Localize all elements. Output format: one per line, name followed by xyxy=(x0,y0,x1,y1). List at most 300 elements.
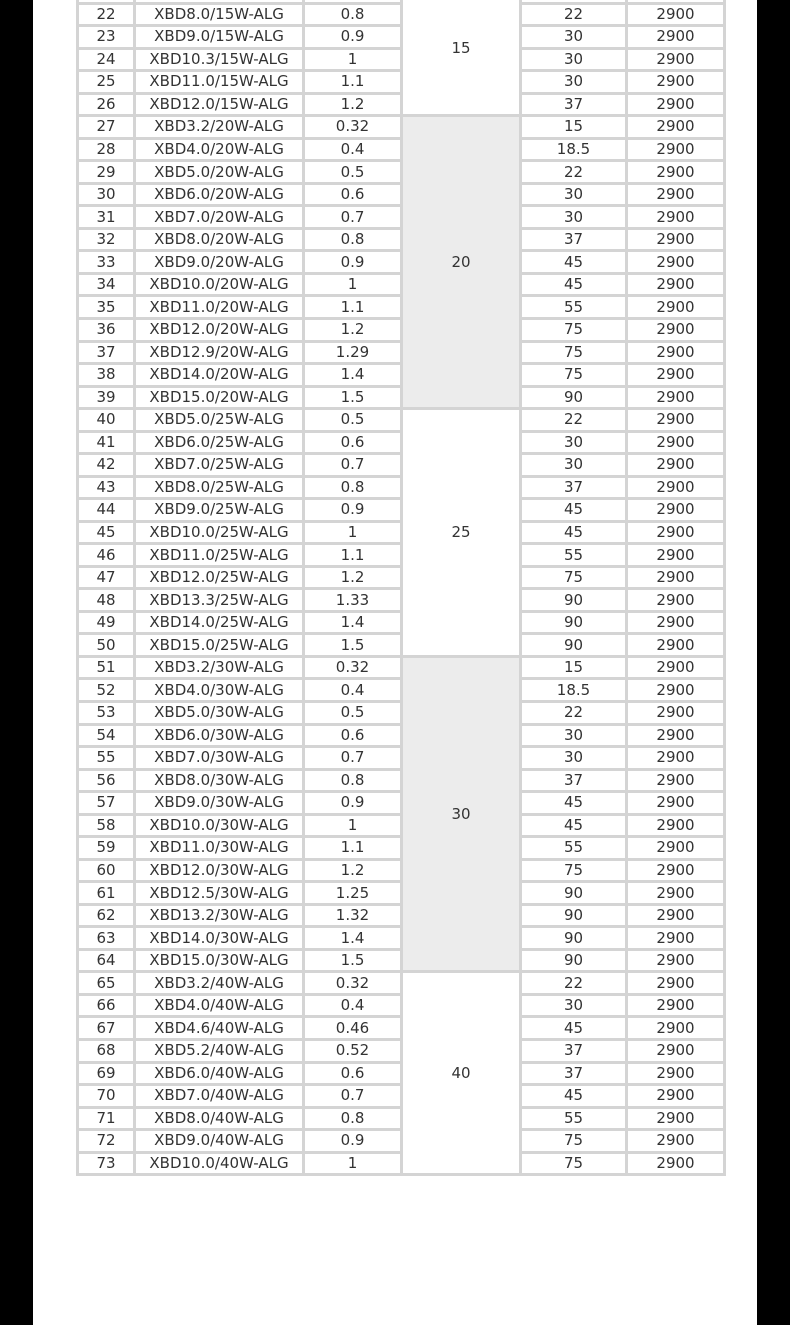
speed-cell: 2900 xyxy=(627,859,725,882)
model-cell: XBD14.0/30W-ALG xyxy=(135,927,304,950)
power-cell: 55 xyxy=(521,296,627,319)
speed-cell: 2900 xyxy=(627,26,725,49)
pressure-cell: 0.8 xyxy=(304,228,402,251)
table-row xyxy=(78,589,725,612)
spec-table-body xyxy=(78,0,725,1175)
model-cell: XBD8.0/40W-ALG xyxy=(135,1107,304,1130)
power-cell: 45 xyxy=(521,251,627,274)
row-number-cell: 72 xyxy=(78,1130,135,1153)
power-cell: 30 xyxy=(521,747,627,770)
power-cell: 45 xyxy=(521,273,627,296)
power-cell: 30 xyxy=(521,454,627,477)
row-number-cell: 42 xyxy=(78,454,135,477)
pressure-cell: 1.2 xyxy=(304,93,402,116)
pressure-cell: 0.9 xyxy=(304,26,402,49)
table-row xyxy=(78,949,725,972)
speed-cell: 2900 xyxy=(627,93,725,116)
table-row xyxy=(78,1085,725,1108)
power-cell: 22 xyxy=(521,702,627,725)
flow-group-cell: 40 xyxy=(402,972,521,1175)
power-cell: 18.5 xyxy=(521,138,627,161)
table-row xyxy=(78,296,725,319)
model-cell: XBD13.3/25W-ALG xyxy=(135,589,304,612)
speed-cell: 2900 xyxy=(627,183,725,206)
speed-cell: 2900 xyxy=(627,521,725,544)
model-cell: XBD6.0/25W-ALG xyxy=(135,431,304,454)
model-cell: XBD10.0/25W-ALG xyxy=(135,521,304,544)
table-row xyxy=(78,1130,725,1153)
power-cell: 55 xyxy=(521,1107,627,1130)
table-row xyxy=(78,544,725,567)
row-number-cell: 66 xyxy=(78,994,135,1017)
speed-cell: 2900 xyxy=(627,499,725,522)
model-cell: XBD11.0/25W-ALG xyxy=(135,544,304,567)
speed-cell: 2900 xyxy=(627,544,725,567)
table-row xyxy=(78,972,725,995)
power-cell: 90 xyxy=(521,904,627,927)
table-row xyxy=(78,566,725,589)
power-cell: 90 xyxy=(521,589,627,612)
power-cell: 30 xyxy=(521,48,627,71)
speed-cell: 2900 xyxy=(627,454,725,477)
power-cell: 90 xyxy=(521,611,627,634)
row-number-cell: 33 xyxy=(78,251,135,274)
row-number-cell: 59 xyxy=(78,837,135,860)
row-number-cell: 48 xyxy=(78,589,135,612)
table-row xyxy=(78,161,725,184)
row-number-cell: 40 xyxy=(78,409,135,432)
row-number-cell: 44 xyxy=(78,499,135,522)
power-cell: 55 xyxy=(521,544,627,567)
model-cell: XBD11.0/15W-ALG xyxy=(135,71,304,94)
table-row xyxy=(78,769,725,792)
model-cell: XBD7.0/30W-ALG xyxy=(135,747,304,770)
document-page xyxy=(33,0,757,1325)
pressure-cell: 1.4 xyxy=(304,927,402,950)
model-cell: XBD10.0/40W-ALG xyxy=(135,1152,304,1175)
power-cell: 22 xyxy=(521,972,627,995)
model-cell: XBD5.0/20W-ALG xyxy=(135,161,304,184)
power-cell: 90 xyxy=(521,386,627,409)
model-cell: XBD4.0/40W-ALG xyxy=(135,994,304,1017)
pressure-cell: 0.9 xyxy=(304,1130,402,1153)
table-row xyxy=(78,228,725,251)
power-cell: 37 xyxy=(521,1062,627,1085)
table-row xyxy=(78,341,725,364)
model-cell: XBD6.0/20W-ALG xyxy=(135,183,304,206)
speed-cell: 2900 xyxy=(627,341,725,364)
speed-cell: 2900 xyxy=(627,724,725,747)
flow-group-cell: 15 xyxy=(402,0,521,116)
table-row xyxy=(78,724,725,747)
model-cell: XBD10.0/30W-ALG xyxy=(135,814,304,837)
power-cell: 30 xyxy=(521,183,627,206)
row-number-cell: 38 xyxy=(78,364,135,387)
pressure-cell: 0.5 xyxy=(304,702,402,725)
power-cell: 75 xyxy=(521,1152,627,1175)
model-cell: XBD15.0/30W-ALG xyxy=(135,949,304,972)
speed-cell: 2900 xyxy=(627,71,725,94)
power-cell: 37 xyxy=(521,228,627,251)
power-cell: 30 xyxy=(521,206,627,229)
row-number-cell: 29 xyxy=(78,161,135,184)
model-cell: XBD8.0/30W-ALG xyxy=(135,769,304,792)
power-cell: 15 xyxy=(521,116,627,139)
speed-cell: 2900 xyxy=(627,882,725,905)
table-row xyxy=(78,476,725,499)
row-number-cell: 36 xyxy=(78,318,135,341)
row-number-cell: 52 xyxy=(78,679,135,702)
table-row xyxy=(78,3,725,26)
speed-cell: 2900 xyxy=(627,589,725,612)
pressure-cell: 1.32 xyxy=(304,904,402,927)
speed-cell: 2900 xyxy=(627,228,725,251)
table-row xyxy=(78,747,725,770)
speed-cell: 2900 xyxy=(627,476,725,499)
table-row xyxy=(78,48,725,71)
pressure-cell: 1.2 xyxy=(304,859,402,882)
power-cell: 30 xyxy=(521,431,627,454)
power-cell: 45 xyxy=(521,1017,627,1040)
model-cell: XBD8.0/25W-ALG xyxy=(135,476,304,499)
pressure-cell: 0.8 xyxy=(304,769,402,792)
model-cell: XBD9.0/30W-ALG xyxy=(135,792,304,815)
power-cell: 37 xyxy=(521,476,627,499)
model-cell: XBD5.0/30W-ALG xyxy=(135,702,304,725)
power-cell: 30 xyxy=(521,994,627,1017)
speed-cell: 2900 xyxy=(627,904,725,927)
speed-cell: 2900 xyxy=(627,318,725,341)
row-number-cell: 50 xyxy=(78,634,135,657)
table-row xyxy=(78,702,725,725)
pressure-cell: 1.1 xyxy=(304,837,402,860)
model-cell: XBD11.0/20W-ALG xyxy=(135,296,304,319)
speed-cell: 2900 xyxy=(627,927,725,950)
power-cell: 55 xyxy=(521,837,627,860)
row-number-cell: 25 xyxy=(78,71,135,94)
pressure-cell: 0.32 xyxy=(304,972,402,995)
pressure-cell: 1.2 xyxy=(304,566,402,589)
power-cell: 45 xyxy=(521,1085,627,1108)
row-number-cell: 63 xyxy=(78,927,135,950)
row-number-cell: 45 xyxy=(78,521,135,544)
pressure-cell: 1.4 xyxy=(304,611,402,634)
table-row xyxy=(78,116,725,139)
speed-cell: 2900 xyxy=(627,611,725,634)
pressure-cell: 0.7 xyxy=(304,206,402,229)
row-number-cell: 58 xyxy=(78,814,135,837)
table-row xyxy=(78,521,725,544)
table-row xyxy=(78,1107,725,1130)
speed-cell: 2900 xyxy=(627,702,725,725)
model-cell: XBD9.0/15W-ALG xyxy=(135,26,304,49)
model-cell: XBD4.0/20W-ALG xyxy=(135,138,304,161)
model-cell: XBD6.0/40W-ALG xyxy=(135,1062,304,1085)
pressure-cell: 0.8 xyxy=(304,3,402,26)
row-number-cell: 68 xyxy=(78,1039,135,1062)
speed-cell: 2900 xyxy=(627,747,725,770)
speed-cell: 2900 xyxy=(627,656,725,679)
row-number-cell: 31 xyxy=(78,206,135,229)
pressure-cell: 0.32 xyxy=(304,656,402,679)
power-cell: 22 xyxy=(521,3,627,26)
row-number-cell: 47 xyxy=(78,566,135,589)
row-number-cell: 70 xyxy=(78,1085,135,1108)
speed-cell: 2900 xyxy=(627,1085,725,1108)
power-cell: 37 xyxy=(521,93,627,116)
power-cell: 45 xyxy=(521,499,627,522)
speed-cell: 2900 xyxy=(627,792,725,815)
table-row xyxy=(78,859,725,882)
row-number-cell: 34 xyxy=(78,273,135,296)
speed-cell: 2900 xyxy=(627,1130,725,1153)
flow-group-cell: 30 xyxy=(402,656,521,971)
pressure-cell: 1 xyxy=(304,48,402,71)
pressure-cell: 1.33 xyxy=(304,589,402,612)
speed-cell: 2900 xyxy=(627,364,725,387)
speed-cell: 2900 xyxy=(627,48,725,71)
model-cell: XBD14.0/25W-ALG xyxy=(135,611,304,634)
pressure-cell: 1 xyxy=(304,814,402,837)
model-cell: XBD4.0/30W-ALG xyxy=(135,679,304,702)
model-cell: XBD12.9/20W-ALG xyxy=(135,341,304,364)
row-number-cell: 57 xyxy=(78,792,135,815)
flow-group-cell: 25 xyxy=(402,409,521,657)
table-row xyxy=(78,206,725,229)
speed-cell: 2900 xyxy=(627,972,725,995)
power-cell: 22 xyxy=(521,409,627,432)
power-cell: 75 xyxy=(521,566,627,589)
speed-cell: 2900 xyxy=(627,566,725,589)
row-number-cell: 62 xyxy=(78,904,135,927)
model-cell: XBD10.3/15W-ALG xyxy=(135,48,304,71)
model-cell: XBD8.0/20W-ALG xyxy=(135,228,304,251)
model-cell: XBD7.0/20W-ALG xyxy=(135,206,304,229)
row-number-cell: 51 xyxy=(78,656,135,679)
model-cell: XBD3.2/40W-ALG xyxy=(135,972,304,995)
row-number-cell: 60 xyxy=(78,859,135,882)
row-number-cell: 67 xyxy=(78,1017,135,1040)
pressure-cell: 1 xyxy=(304,1152,402,1175)
speed-cell: 2900 xyxy=(627,431,725,454)
table-row xyxy=(78,679,725,702)
table-row xyxy=(78,611,725,634)
table-row xyxy=(78,183,725,206)
power-cell: 75 xyxy=(521,341,627,364)
model-cell: XBD12.0/30W-ALG xyxy=(135,859,304,882)
table-row xyxy=(78,409,725,432)
row-number-cell: 43 xyxy=(78,476,135,499)
pressure-cell: 0.6 xyxy=(304,431,402,454)
power-cell: 75 xyxy=(521,1130,627,1153)
table-row xyxy=(78,93,725,116)
pressure-cell: 0.8 xyxy=(304,1107,402,1130)
speed-cell: 2900 xyxy=(627,1107,725,1130)
model-cell: XBD9.0/20W-ALG xyxy=(135,251,304,274)
model-cell: XBD11.0/30W-ALG xyxy=(135,837,304,860)
speed-cell: 2900 xyxy=(627,138,725,161)
model-cell: XBD3.2/30W-ALG xyxy=(135,656,304,679)
model-cell: XBD15.0/20W-ALG xyxy=(135,386,304,409)
row-number-cell: 23 xyxy=(78,26,135,49)
power-cell: 75 xyxy=(521,859,627,882)
row-number-cell: 73 xyxy=(78,1152,135,1175)
row-number-cell: 56 xyxy=(78,769,135,792)
speed-cell: 2900 xyxy=(627,1062,725,1085)
speed-cell: 2900 xyxy=(627,994,725,1017)
model-cell: XBD4.6/40W-ALG xyxy=(135,1017,304,1040)
row-number-cell: 61 xyxy=(78,882,135,905)
speed-cell: 2900 xyxy=(627,814,725,837)
pressure-cell: 0.7 xyxy=(304,1085,402,1108)
pressure-cell: 0.4 xyxy=(304,679,402,702)
pressure-cell: 1.4 xyxy=(304,364,402,387)
pressure-cell: 1.29 xyxy=(304,341,402,364)
pressure-cell: 0.7 xyxy=(304,747,402,770)
pressure-cell: 0.4 xyxy=(304,138,402,161)
model-cell: XBD7.0/40W-ALG xyxy=(135,1085,304,1108)
power-cell: 90 xyxy=(521,882,627,905)
model-cell: XBD12.0/15W-ALG xyxy=(135,93,304,116)
table-row xyxy=(78,273,725,296)
power-cell: 37 xyxy=(521,1039,627,1062)
pressure-cell: 0.5 xyxy=(304,409,402,432)
row-number-cell: 69 xyxy=(78,1062,135,1085)
speed-cell: 2900 xyxy=(627,206,725,229)
model-cell: XBD14.0/20W-ALG xyxy=(135,364,304,387)
pressure-cell: 1.1 xyxy=(304,544,402,567)
speed-cell: 2900 xyxy=(627,409,725,432)
row-number-cell: 54 xyxy=(78,724,135,747)
table-row xyxy=(78,656,725,679)
model-cell: XBD12.5/30W-ALG xyxy=(135,882,304,905)
model-cell: XBD9.0/40W-ALG xyxy=(135,1130,304,1153)
power-cell: 90 xyxy=(521,634,627,657)
speed-cell: 2900 xyxy=(627,1152,725,1175)
power-cell: 90 xyxy=(521,949,627,972)
power-cell: 45 xyxy=(521,814,627,837)
pressure-cell: 1 xyxy=(304,521,402,544)
pressure-cell: 0.8 xyxy=(304,476,402,499)
pressure-cell: 0.4 xyxy=(304,994,402,1017)
power-cell: 45 xyxy=(521,792,627,815)
power-cell: 15 xyxy=(521,656,627,679)
pressure-cell: 0.6 xyxy=(304,1062,402,1085)
row-number-cell: 41 xyxy=(78,431,135,454)
row-number-cell: 65 xyxy=(78,972,135,995)
table-row xyxy=(78,882,725,905)
model-cell: XBD9.0/25W-ALG xyxy=(135,499,304,522)
power-cell: 75 xyxy=(521,364,627,387)
model-cell: XBD5.2/40W-ALG xyxy=(135,1039,304,1062)
pressure-cell: 0.6 xyxy=(304,724,402,747)
table-row xyxy=(78,454,725,477)
speed-cell: 2900 xyxy=(627,161,725,184)
model-cell: XBD7.0/25W-ALG xyxy=(135,454,304,477)
power-cell: 75 xyxy=(521,318,627,341)
speed-cell: 2900 xyxy=(627,273,725,296)
table-row xyxy=(78,26,725,49)
row-number-cell: 28 xyxy=(78,138,135,161)
table-row xyxy=(78,1152,725,1175)
speed-cell: 2900 xyxy=(627,3,725,26)
table-row xyxy=(78,814,725,837)
row-number-cell: 39 xyxy=(78,386,135,409)
table-row xyxy=(78,364,725,387)
pressure-cell: 1.1 xyxy=(304,71,402,94)
pressure-cell: 0.7 xyxy=(304,454,402,477)
speed-cell: 2900 xyxy=(627,1017,725,1040)
row-number-cell: 27 xyxy=(78,116,135,139)
model-cell: XBD3.2/20W-ALG xyxy=(135,116,304,139)
pressure-cell: 1.1 xyxy=(304,296,402,319)
pump-spec-table xyxy=(76,0,726,1176)
model-cell: XBD15.0/25W-ALG xyxy=(135,634,304,657)
table-row xyxy=(78,318,725,341)
table-row xyxy=(78,1017,725,1040)
pressure-cell: 0.6 xyxy=(304,183,402,206)
table-row xyxy=(78,138,725,161)
speed-cell: 2900 xyxy=(627,386,725,409)
table-row xyxy=(78,431,725,454)
power-cell: 30 xyxy=(521,71,627,94)
table-row xyxy=(78,994,725,1017)
pressure-cell: 0.52 xyxy=(304,1039,402,1062)
row-number-cell: 53 xyxy=(78,702,135,725)
model-cell: XBD6.0/30W-ALG xyxy=(135,724,304,747)
table-row xyxy=(78,634,725,657)
pressure-cell: 1.5 xyxy=(304,386,402,409)
pressure-cell: 0.5 xyxy=(304,161,402,184)
table-row xyxy=(78,837,725,860)
row-number-cell: 64 xyxy=(78,949,135,972)
pressure-cell: 0.9 xyxy=(304,499,402,522)
pressure-cell: 0.9 xyxy=(304,792,402,815)
speed-cell: 2900 xyxy=(627,679,725,702)
speed-cell: 2900 xyxy=(627,116,725,139)
power-cell: 30 xyxy=(521,26,627,49)
pressure-cell: 0.9 xyxy=(304,251,402,274)
power-cell: 18.5 xyxy=(521,679,627,702)
table-row xyxy=(78,1062,725,1085)
power-cell: 30 xyxy=(521,724,627,747)
flow-group-cell: 20 xyxy=(402,116,521,409)
row-number-cell: 26 xyxy=(78,93,135,116)
model-cell: XBD12.0/20W-ALG xyxy=(135,318,304,341)
speed-cell: 2900 xyxy=(627,949,725,972)
table-row xyxy=(78,904,725,927)
pressure-cell: 1.25 xyxy=(304,882,402,905)
model-cell: XBD12.0/25W-ALG xyxy=(135,566,304,589)
pressure-cell: 1.2 xyxy=(304,318,402,341)
speed-cell: 2900 xyxy=(627,634,725,657)
pressure-cell: 0.46 xyxy=(304,1017,402,1040)
table-row xyxy=(78,499,725,522)
table-row xyxy=(78,71,725,94)
model-cell: XBD13.2/30W-ALG xyxy=(135,904,304,927)
row-number-cell: 22 xyxy=(78,3,135,26)
speed-cell: 2900 xyxy=(627,1039,725,1062)
row-number-cell: 30 xyxy=(78,183,135,206)
row-number-cell: 55 xyxy=(78,747,135,770)
power-cell: 22 xyxy=(521,161,627,184)
speed-cell: 2900 xyxy=(627,837,725,860)
table-row xyxy=(78,386,725,409)
pressure-cell: 1.5 xyxy=(304,949,402,972)
power-cell: 45 xyxy=(521,521,627,544)
row-number-cell: 37 xyxy=(78,341,135,364)
power-cell: 37 xyxy=(521,769,627,792)
